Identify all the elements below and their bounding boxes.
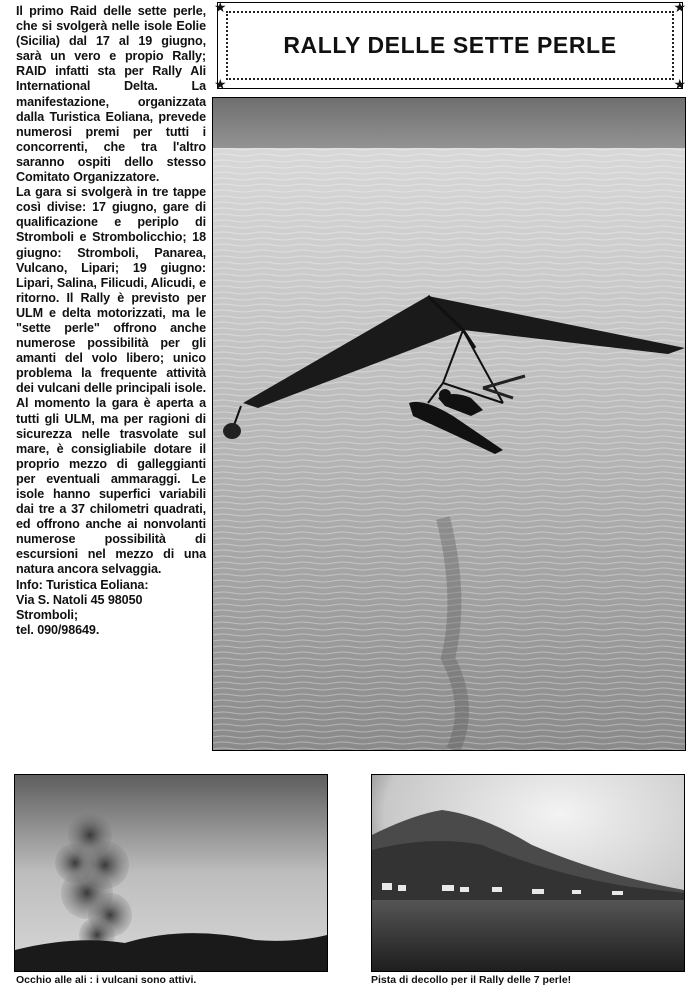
title-inner-frame <box>226 11 674 80</box>
title-frame <box>214 0 686 92</box>
star-icon: ★ <box>673 76 686 92</box>
page-title: RALLY DELLE SETTE PERLE <box>283 32 617 58</box>
stromboli-landscape-photo <box>371 774 685 972</box>
article-paragraph-2: La gara si svolgerà in tre tappe così divise: 17 giugno, gare di qualificazione e periplo di Stromboli e Strombolicchio; 18 giugno: Stromboli, Panarea, Vulcano, Lipari; 19 giugno: Lipari, Salina, Filicudi, Alicudi, e ritorno. Il Rally è previsto per ULM e delta motorizzati, ma le "sette perle" offrono anche numerose possibilità per gli amanti del volo libero; unico problema la frequente attività dei vulcani delle principali isole. Al momento la gara è aperta a tutti gli ULM, ma per ragioni di sicurezza nelle trasvolate sul mare, è consigliabile dotare il proprio mezzo di galleggianti per eventuali ammaraggi. Le isole hanno superfici variabili dai tre a 37 chilometri quadrati, ed offrono anche ai nonvolanti numerose possibilità di escursioni nel mezzo di una natura ancora selvaggia. <box>16 185 206 577</box>
article-text-column <box>16 4 206 638</box>
star-icon: ★ <box>214 76 227 92</box>
star-icon: ★ <box>673 0 686 15</box>
star-icon: ★ <box>214 0 227 15</box>
hang-glider-photo <box>212 97 686 751</box>
info-line: tel. 090/98649. <box>16 622 100 637</box>
caption-volcano: Occhio alle ali : i vulcani sono attivi. <box>16 974 197 986</box>
info-line: Stromboli; <box>16 607 78 622</box>
info-line: Info: Turistica Eoliana: <box>16 577 149 592</box>
caption-runway: Pista di decollo per il Rally delle 7 perle! <box>371 974 572 986</box>
volcano-eruption-photo <box>14 774 328 972</box>
info-block <box>16 578 206 638</box>
info-line: Via S. Natoli 45 98050 <box>16 592 143 607</box>
article-paragraph-1: Il primo Raid delle sette perle, che si svolgerà nelle isole Eolie (Sicilia) dal 17 al 19 giugno, sarà un vero e propio Rally; RAID infatti sta per Rally Ali International Delta. La manifestazione, organizzata dalla Turistica Eoliana, prevede numerosi premi per tutti i concorrenti, che tra l'altro saranno ospiti dello stesso Comitato Organizzatore. <box>16 4 206 185</box>
